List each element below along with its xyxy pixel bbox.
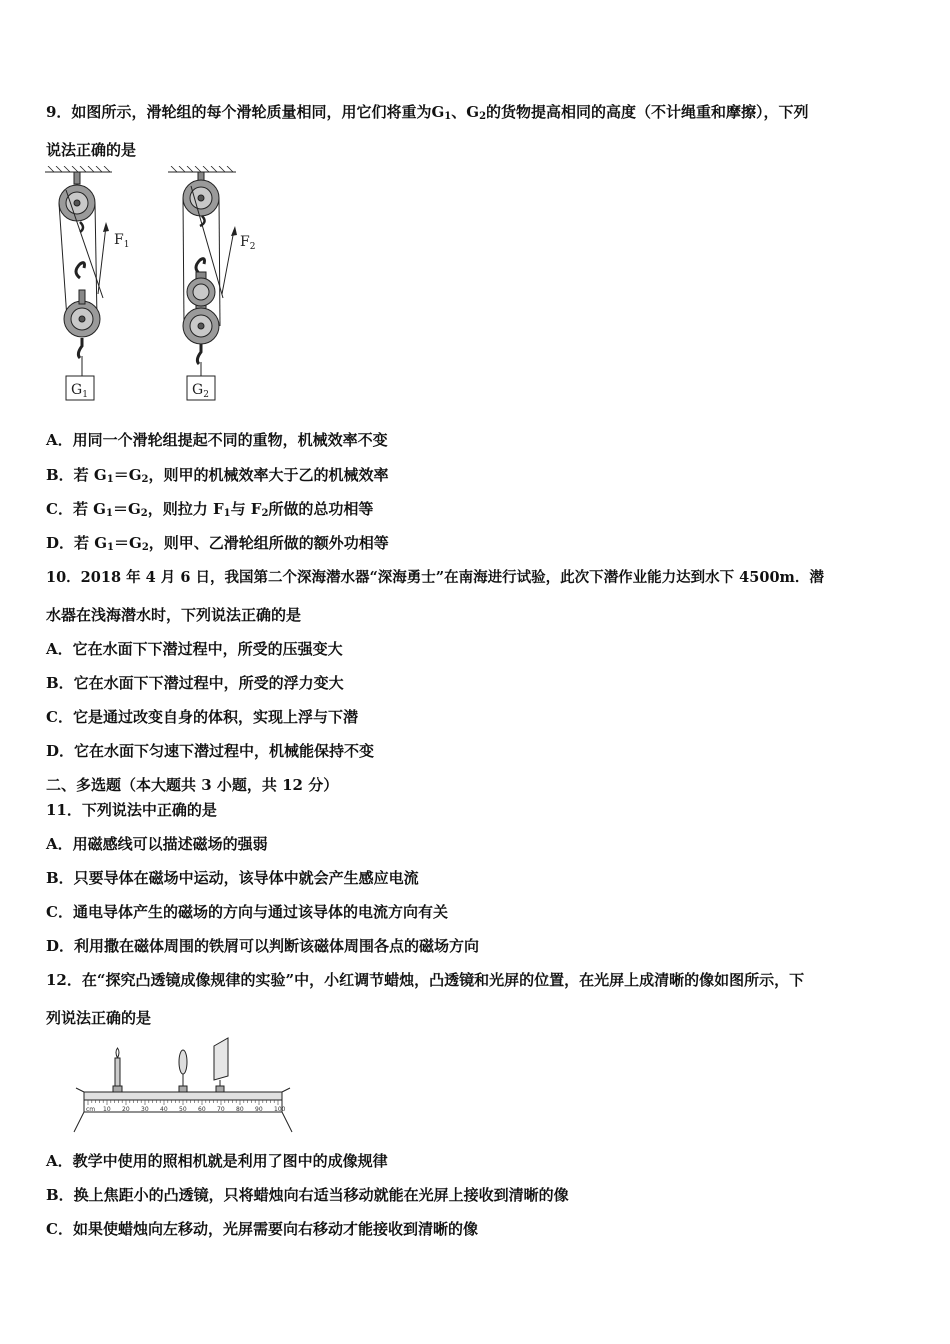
section2-heading: 二、多选题（本大题共 3 小题，共 12 分）: [46, 776, 339, 794]
q10-stem-line1: 10．2018 年 4 月 6 日，我国第二个深海潜水器“深海勇士”在南海进行试验，此次下潜作业能力达到水下 4500m．潜: [46, 569, 824, 586]
ruler-label: 50: [179, 1106, 187, 1113]
q9-c-post: 所做的总功相等: [268, 500, 374, 518]
q9-b-post: ，则甲的机械效率大于乙的机械效率: [148, 466, 389, 484]
q9-stem-line1: [46, 102, 809, 127]
q9-stem-line2: 说法正确的是: [46, 141, 137, 159]
q9-c-sub3: 1: [223, 508, 231, 519]
ruler-label: 40: [160, 1106, 168, 1113]
q9-d-pre: D．若 G: [46, 534, 108, 552]
q9-b-mid: ＝G: [113, 466, 142, 484]
q9-c-mid3: 与 F: [230, 500, 262, 518]
q9-b-sub2: 2: [141, 474, 149, 485]
q9-d-sub2: 2: [141, 542, 149, 553]
q9-option-d: [46, 533, 389, 558]
q11-option-a: A．用磁感线可以描述磁场的强弱: [46, 835, 268, 853]
q9-d-post: ，则甲、乙滑轮组所做的额外功相等: [148, 534, 389, 552]
q9-d-mid: ＝G: [114, 534, 142, 552]
q12-stem-line1: 12．在“探究凸透镜成像规律的实验”中，小红调节蜡烛，凸透镜和光屏的位置，在光屏上成清晰的像如图所示，下: [46, 971, 805, 989]
ruler-label: 90: [255, 1106, 263, 1113]
q9-d-sub1: 1: [107, 542, 115, 553]
q10-stem-line2: 水器在浅海潜水时，下列说法正确的是: [46, 606, 302, 624]
ruler-label: 20: [122, 1106, 130, 1113]
q9-option-b: [46, 465, 388, 490]
q12-stem-line2: 列说法正确的是: [46, 1009, 152, 1027]
q9-c-sub2: 2: [140, 508, 148, 519]
q9-stem-text: 9．如图所示，滑轮组的每个滑轮质量相同，用它们将重为: [46, 103, 432, 121]
q9-stem-text-post: 的货物提高相同的高度（不计绳重和摩擦），下列: [486, 103, 809, 121]
left-force-label: $F_1$: [114, 232, 130, 250]
q9-option-c: [46, 499, 373, 524]
q9-b-pre: B．若 G: [46, 466, 107, 484]
q11-option-c: C．通电导体产生的磁场的方向与通过该导体的电流方向有关: [46, 903, 448, 921]
ruler-label: 10: [103, 1106, 111, 1113]
ruler-label: 60: [198, 1106, 206, 1113]
ruler-label: cm: [86, 1106, 96, 1113]
ruler-label: 70: [217, 1106, 225, 1113]
q9-g1: G: [431, 103, 445, 121]
right-force-label: $F_2$: [240, 234, 256, 252]
q9-c-sub4: 2: [261, 508, 269, 519]
q12-option-b: B．换上焦距小的凸透镜，只将蜡烛向右适当移动就能在光屏上接收到清晰的像: [46, 1186, 569, 1204]
ruler-label: 30: [141, 1106, 149, 1113]
q9-option-a: A．用同一个滑轮组提起不同的重物，机械效率不变: [46, 431, 388, 449]
q12-option-a: A．教学中使用的照相机就是利用了图中的成像规律: [46, 1152, 388, 1170]
q9-g1-sub: 1: [444, 111, 452, 122]
optical-bench-figure: [70, 1036, 310, 1136]
q9-c-mid2: ，则拉力 F: [147, 500, 224, 518]
q11-stem: 11．下列说法中正确的是: [46, 801, 217, 819]
q9-c-sub1: 1: [105, 508, 113, 519]
q10-option-d: D．它在水面下匀速下潜过程中，机械能保持不变: [46, 742, 375, 760]
q11-option-b: B．只要导体在磁场中运动，该导体中就会产生感应电流: [46, 869, 419, 887]
q12-option-c: C．如果使蜡烛向左移动，光屏需要向右移动才能接收到清晰的像: [46, 1220, 478, 1238]
q9-b-sub1: 1: [106, 474, 114, 485]
q9-c-mid: ＝G: [112, 500, 141, 518]
ruler-label: 80: [236, 1106, 244, 1113]
q10-option-c: C．它是通过改变自身的体积，实现上浮与下潜: [46, 708, 358, 726]
ruler-label: 100: [274, 1106, 286, 1113]
q10-option-a: A．它在水面下下潜过程中，所受的压强变大: [46, 640, 343, 658]
right-weight-label: $G_2$: [192, 382, 209, 400]
pulley-figure: [40, 166, 270, 406]
q10-option-b: B．它在水面下下潜过程中，所受的浮力变大: [46, 674, 344, 692]
q9-g2: G: [466, 103, 480, 121]
q9-g2-sub: 2: [479, 111, 487, 122]
q11-option-d: D．利用撒在磁体周围的铁屑可以判断该磁体周围各点的磁场方向: [46, 937, 480, 955]
left-weight-label: $G_1$: [71, 382, 88, 400]
q9-c-pre: C．若 G: [46, 500, 106, 518]
q9-sep: 、: [451, 103, 467, 121]
